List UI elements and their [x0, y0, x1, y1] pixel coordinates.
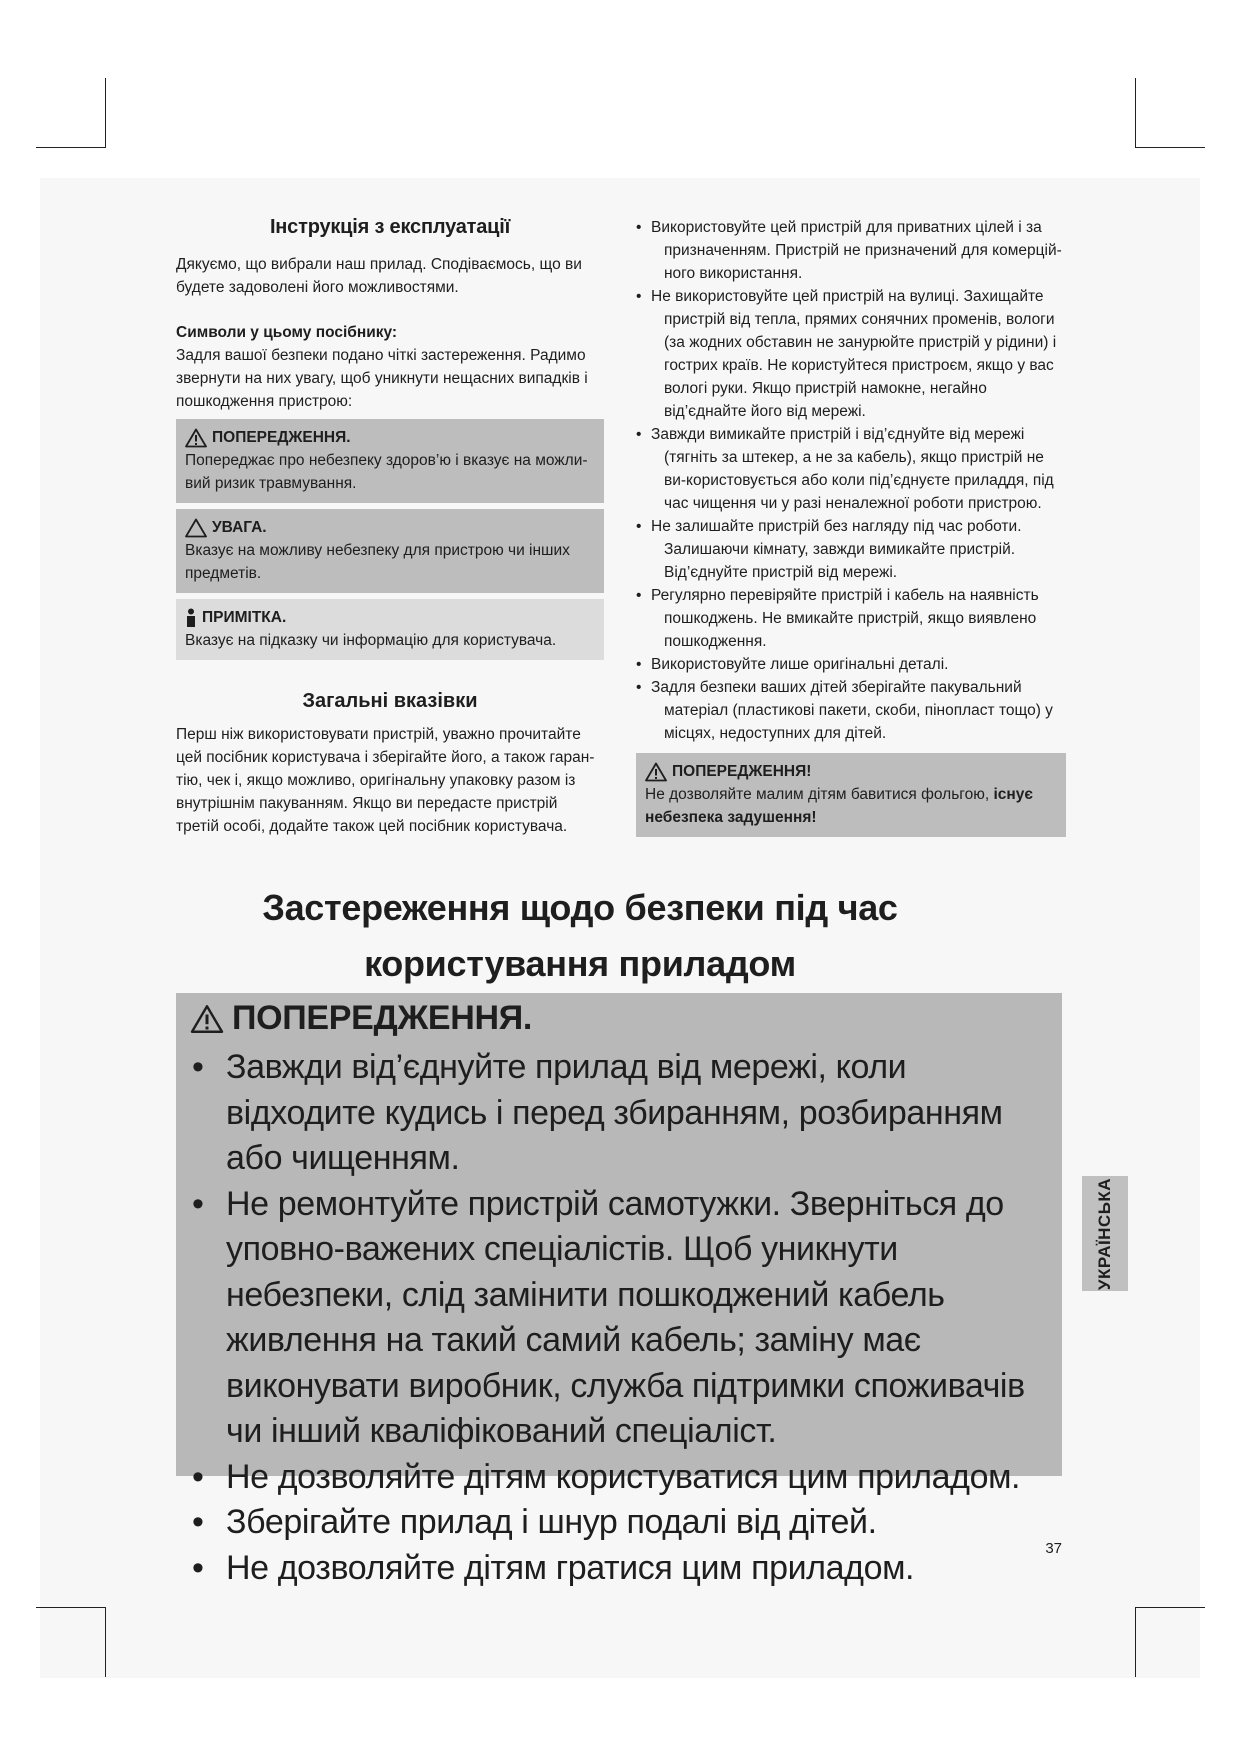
list-item: • Завжди вимикайте пристрій і від’єднуйте від мережі (тягніть за штекер, а не за кабель), якщо пристрій не ви-користовується або коли під’єднуєте приладдя, під час чищення чи у разі неналежної роботи пристрою.	[636, 423, 1066, 515]
symbols-text: Задля вашої безпеки подано чіткі застереження. Радимо звернути на них увагу, щоб уникнути нещасних випадків і пошкодження пристрою:	[176, 347, 588, 410]
caution-box-title: УВАГА.	[212, 519, 267, 536]
foil-warning-box	[636, 753, 1066, 837]
list-item: • Використовуйте цей пристрій для приватних цілей і за призначенням. Пристрій не призначений для комерцій-ного використання.	[636, 216, 1066, 285]
info-icon	[185, 608, 197, 628]
caution-box	[176, 509, 604, 593]
foil-warning-title: ПОПЕРЕДЖЕННЯ!	[672, 763, 812, 780]
caution-box-text: Вказує на можливу небезпеку для пристрою чи інших предметів.	[185, 542, 570, 582]
right-column	[636, 216, 1066, 837]
list-item: • Використовуйте лише оригінальні деталі.	[636, 653, 1066, 676]
warning-icon	[185, 428, 207, 448]
crop-mark	[105, 1607, 106, 1677]
safety-box-title: ПОПЕРЕДЖЕННЯ.	[232, 999, 533, 1037]
doc-title: Інструкція з експлуатації	[269, 216, 511, 238]
list-item: • Не дозволяйте дітям користуватися цим приладом.	[190, 1455, 1056, 1501]
list-item: • Не ремонтуйте пристрій самотужки. Зверніться до уповно-важених спеціалістів. Щоб уникнути небезпеки, слід замінити пошкоджений кабель живлення на такий самий кабель; заміну має виконувати виробник, служба підтримки споживачів чи інший кваліфікований спеціаліст.	[190, 1182, 1056, 1455]
list-item: • Не залишайте пристрій без нагляду під час роботи. Залишаючи кімнату, завжди вимикайте пристрій. Від’єднуйте пристрій від мережі.	[636, 515, 1066, 584]
list-item: • Завжди від’єднуйте прилад від мережі, коли відходите кудись і перед збиранням, розбиранням або чищенням.	[190, 1045, 1056, 1182]
caution-icon	[185, 518, 207, 538]
general-text: Перш ніж використовувати пристрій, уважно прочитайте цей посібник користувача і зберігайте його, а також гаран-тію, чек і, якщо можливо, оригінальну упаковку разом із внутрішнім пакуванням. Якщо ви передасте пристрій третій особі, додайте також цей посібник користувача.	[176, 726, 595, 835]
language-tab	[1082, 1176, 1128, 1291]
general-title: Загальні вказівки	[302, 690, 478, 712]
crop-mark	[36, 147, 106, 148]
note-box-title: ПРИМІТКА.	[202, 609, 287, 626]
warning-box-text: Попереджає про небезпеку здоров’ю і вказує на можли-вий ризик травмування.	[185, 452, 588, 492]
crop-mark	[36, 1607, 106, 1608]
safety-title: Застереження щодо безпеки під час користування приладом	[262, 887, 898, 984]
note-box-text: Вказує на підказку чи інформацію для користувача.	[185, 632, 557, 649]
list-item: • Не дозволяйте дітям гратися цим приладом.	[190, 1546, 1056, 1592]
symbols-heading: Символи у цьому посібнику:	[176, 324, 398, 341]
intro-text: Дякуємо, що вибрали наш прилад. Сподіваємось, що ви будете задоволені його можливостями.	[176, 256, 582, 296]
list-item: • Регулярно перевіряйте пристрій і кабель на наявність пошкоджень. Не вмикайте пристрій, якщо виявлено пошкодження.	[636, 584, 1066, 653]
crop-mark	[105, 78, 106, 148]
safety-warning-list	[190, 1045, 1056, 1591]
crop-mark	[1135, 147, 1205, 148]
list-item: • Задля безпеки ваших дітей зберігайте пакувальний матеріал (пластикові пакети, скоби, пінопласт тощо) у місцях, недоступних для дітей.	[636, 676, 1066, 745]
warning-box-title: ПОПЕРЕДЖЕННЯ.	[212, 429, 351, 446]
crop-mark	[1135, 1607, 1205, 1608]
left-column	[176, 216, 604, 838]
list-item: • Зберігайте прилад і шнур подалі від дітей.	[190, 1500, 1056, 1546]
note-box	[176, 599, 604, 660]
warning-box	[176, 419, 604, 503]
warning-icon	[645, 762, 667, 782]
crop-mark	[1135, 78, 1136, 148]
list-item: • Не використовуйте цей пристрій на вулиці. Захищайте пристрій від тепла, прямих сонячних променів, вологи (за жодних обставин не занурюйте пристрій у рідини) і гострих країв. Не користуйтеся пристроєм, якщо у вас вологі руки. Якщо пристрій намокне, негайно від’єднайте його від мережі.	[636, 285, 1066, 423]
page-number: 37	[1045, 1540, 1062, 1557]
crop-mark	[1135, 1607, 1136, 1677]
language-tab-label: УКРАЇНСЬКА	[1095, 1177, 1115, 1290]
foil-warning-text: Не дозволяйте малим дітям бавитися фольгою, існує небезпека задушення!	[645, 786, 1033, 826]
warning-icon	[190, 1004, 224, 1034]
safety-bullet-list	[636, 216, 1066, 745]
